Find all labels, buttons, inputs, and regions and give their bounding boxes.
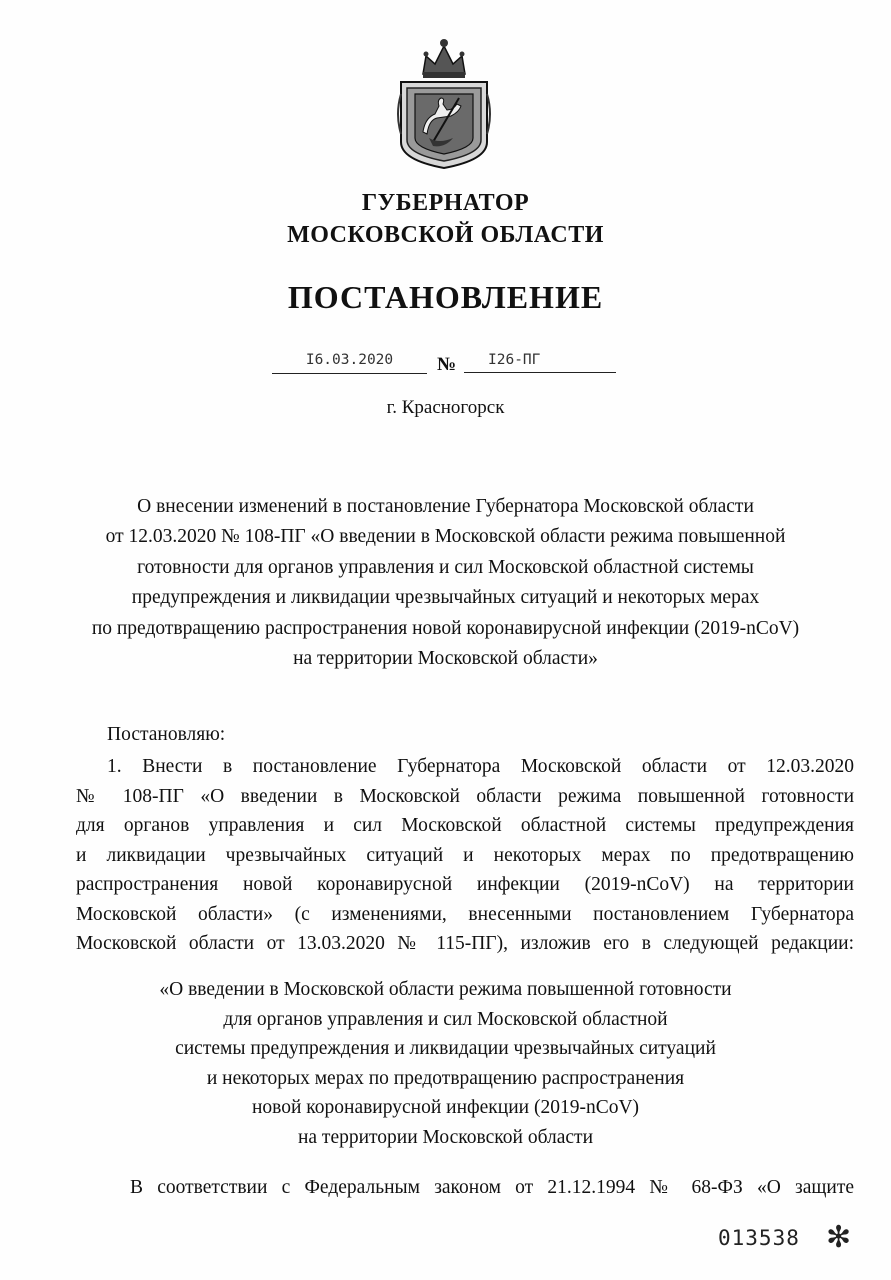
- heading-line: предупреждения и ликвидации чрезвычайных ситуаций и некоторых мерах: [131, 587, 760, 609]
- paragraph-line: распространения новой коронавирусной инфекции (2019-nCoV) на территории: [76, 874, 854, 895]
- paragraph-line: № 108-ПГ «О введении в Московской области режима повышенной готовности: [76, 785, 854, 807]
- asterisk-mark: ✻: [826, 1220, 852, 1255]
- preamble-paragraph: [76, 1173, 854, 1202]
- paragraph-line: 1. Внести в постановление Губернатора Московской области от 12.03.2020: [107, 756, 854, 777]
- document-number: I26-ПГ: [464, 352, 616, 373]
- quoted-title-line: «О введении в Московской области режима повышенной готовности: [159, 979, 732, 1000]
- heading-line: готовности для органов управления и сил Московской областной системы: [137, 556, 754, 578]
- issuer-title-line1: ГУБЕРНАТОР: [361, 190, 530, 216]
- moscow-oblast-coat-of-arms-icon: [393, 34, 495, 172]
- document-type-title: ПОСТАНОВЛЕНИЕ: [287, 279, 604, 315]
- decree-word: Постановляю:: [107, 724, 226, 745]
- quoted-title-line: системы предупреждения и ликвидации чрезвычайных ситуаций: [175, 1038, 716, 1059]
- paragraph-line: Московской области» (с изменениями, внесенными постановлением Губернатора: [76, 903, 854, 925]
- paragraph-line: и ликвидации чрезвычайных ситуаций и некоторых мерах по предотвращению: [76, 844, 854, 866]
- paragraph-line: Московской области от 13.03.2020 № 115-ПГ), изложив его в следующей редакции:: [76, 933, 854, 954]
- document-city: г. Красногорск: [386, 397, 505, 418]
- serial-number: 013538: [718, 1226, 800, 1250]
- quoted-title-line: для органов управления и сил Московской областной: [223, 1008, 668, 1030]
- paragraph-line: В соответствии с Федеральным законом от 21.12.1994 № 68-ФЗ «О защите: [130, 1177, 854, 1198]
- quoted-title-line: новой коронавирусной инфекции (2019-nCoV): [251, 1097, 640, 1118]
- quoted-title-line: и некоторых мерах по предотвращению распространения: [206, 1067, 685, 1089]
- issuer-title-line2: МОСКОВСКОЙ ОБЛАСТИ: [287, 222, 604, 248]
- heading-line: по предотвращению распространения новой коронавирусной инфекции (2019-nCoV): [91, 617, 800, 639]
- number-sign: №: [437, 354, 457, 375]
- item-1-paragraph: [76, 752, 854, 959]
- paragraph-line: для органов управления и сил Московской областной системы предупреждения: [76, 815, 854, 836]
- quoted-title: [40, 975, 851, 1152]
- document-heading: [40, 492, 851, 674]
- heading-line: на территории Московской области»: [293, 648, 598, 670]
- quoted-title-line: на территории Московской области: [297, 1126, 594, 1148]
- date-number-line: [0, 352, 891, 376]
- document-date: I6.03.2020: [272, 352, 427, 374]
- heading-line: от 12.03.2020 № 108-ПГ «О введении в Московской области режима повышенной: [105, 526, 786, 548]
- heading-line: О внесении изменений в постановление Губернатора Московской области: [137, 496, 754, 517]
